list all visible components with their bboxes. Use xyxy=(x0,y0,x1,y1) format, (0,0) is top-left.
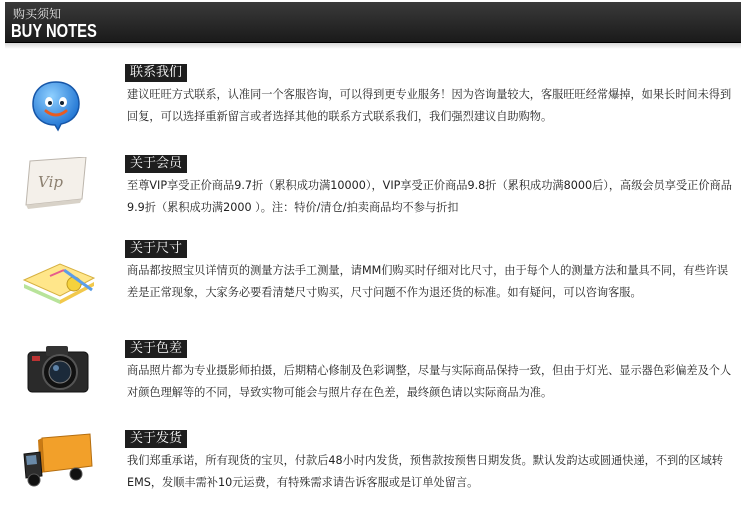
section-text: 我们郑重承诺，所有现货的宝贝，付款后48小时内发货，预售款按预售日期发货。默认发韵达或圆通快递，不到的区域转EMS，发顺丰需补10元运费，有特殊需求请告诉客服或是订单处留言。 xyxy=(127,454,723,489)
svg-text:Vip: Vip xyxy=(38,173,63,191)
section-text: 建议旺旺方式联系，认准同一个客服咨询，可以得到更专业服务！因为咨询量较大，客服旺旺经常爆掉，如果长时间未得到回复，可以选择重新留言或者选择其他的联系方式联系我们，我们强烈建议自助购物。 xyxy=(127,88,732,123)
section-title: 关于尺寸 xyxy=(125,240,187,258)
header-title-cn: 购买须知 xyxy=(13,7,62,21)
ruler-icon xyxy=(20,256,100,306)
wangwang-icon xyxy=(28,78,84,134)
section-text: 商品照片都为专业摄影师拍摄，后期精心修制及色彩调整，尽量与实际商品保持一致，但由于灯光、显示器色彩偏差及个人对颜色理解等的不同，导致实物可能会与照片存在色差，最终颜色请以实际商品为准。 xyxy=(127,364,732,399)
header-bar xyxy=(5,2,741,43)
section-title: 关于色差 xyxy=(125,340,187,358)
section-text: 至尊VIP享受正价商品9.7折（累积成功满10000），VIP享受正价商品9.8折（累积成功满8000后），高级会员享受正价商品9.9折（累积成功满2000 ）。注：特价/清仓/拍卖商品均不参与折扣 xyxy=(127,179,732,214)
section-title: 关于发货 xyxy=(125,430,187,448)
header-shadow xyxy=(5,43,741,49)
header-title-en: BUY NOTES xyxy=(11,21,97,41)
camera-icon xyxy=(26,342,90,396)
vip-card-icon xyxy=(22,157,90,209)
truck-icon xyxy=(20,432,96,488)
section-text: 商品都按照宝贝详情页的测量方法手工测量，请MM们购买时仔细对比尺寸，由于每个人的测量方法和量具不同，有些许误差是正常现象，大家务必要看清楚尺寸购买，尺寸问题不作为退还货的标准。如有疑问，可以咨询客服。 xyxy=(127,264,729,299)
section-title: 联系我们 xyxy=(125,64,187,82)
section-title: 关于会员 xyxy=(125,155,187,173)
